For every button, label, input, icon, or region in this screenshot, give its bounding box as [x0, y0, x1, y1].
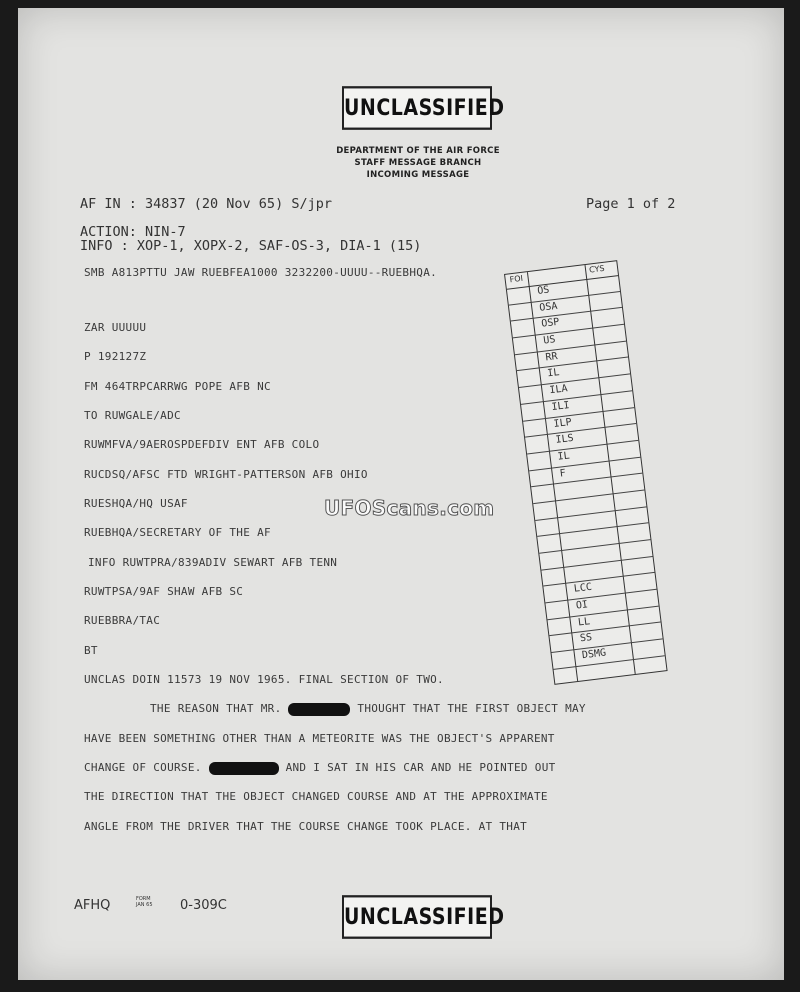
teletype-line: RUCDSQ/AFSC FTD WRIGHT-PATTERSON AFB OHIO: [84, 468, 368, 481]
routing-slip-code: DSMG: [581, 647, 607, 662]
af-in-number: AF IN : 34837 (20 Nov 65) S/jpr: [80, 196, 332, 212]
routing-id: SMB A813PTTU JAW RUEBFEA1000 3232200-UUUU--RUEBHQA.: [84, 266, 438, 279]
teletype-line: INFO RUWTPRA/839ADIV SEWART AFB TENN: [88, 556, 338, 569]
routing-slip-code: ILA: [548, 383, 569, 397]
routing-slip-code: US: [542, 334, 557, 347]
redaction-mark: [209, 762, 279, 775]
routing-slip-code: IL: [557, 450, 571, 463]
body-line: ANGLE FROM THE DRIVER THAT THE COURSE CHANGE TOOK PLACE. AT THAT: [84, 820, 528, 833]
routing-slip-code: RR: [544, 350, 559, 364]
body-line: THE REASON THAT MR. THOUGHT THAT THE FIRST OBJECT MAY: [150, 702, 586, 715]
teletype-line: RUWTPSA/9AF SHAW AFB SC: [84, 585, 244, 598]
teletype-line: RUESHQA/HQ USAF: [84, 497, 188, 510]
teletype-line: RUEBBRA/TAC: [84, 614, 161, 627]
teletype-line: FM 464TRPCARRWG POPE AFB NC: [84, 380, 271, 393]
header-incoming: INCOMING MESSAGE: [366, 170, 470, 180]
footer-form-number: 0-309C: [180, 898, 227, 913]
routing-slip-code: ILS: [555, 432, 575, 447]
routing-slip-code: ILP: [552, 416, 573, 430]
routing-slip-rows: [507, 275, 665, 670]
routing-slip-code: LCC: [573, 582, 593, 596]
routing-slip-code: ILI: [550, 399, 571, 413]
document-page: [18, 8, 784, 980]
routing-slip-code: IL: [546, 367, 561, 380]
routing-slip-code: OS: [536, 284, 551, 298]
routing-slip-header: FOI CYS: [505, 261, 618, 290]
redaction-mark: [288, 703, 350, 716]
routing-slip-code: OSA: [538, 300, 559, 314]
teletype-line: RUEBHQA/SECRETARY OF THE AF: [84, 526, 271, 539]
watermark: UFOScans.com: [324, 496, 495, 520]
teletype-line: BT: [84, 644, 98, 657]
routing-slip-code: OI: [575, 599, 589, 612]
teletype-line: TO RUWGALE/ADC: [84, 409, 181, 422]
routing-slip-code: SS: [579, 632, 593, 645]
footer-form-label: FORM JAN 65: [136, 896, 153, 908]
body-line: UNCLAS DOIN 11573 19 NOV 1965. FINAL SECTION OF TWO.: [84, 673, 444, 686]
teletype-line: RUWMFVA/9AEROSPDEFDIV ENT AFB COLO: [84, 438, 320, 451]
page-indicator: Page 1 of 2: [586, 196, 676, 212]
classification-stamp-bottom: UNCLASSIFIED: [342, 895, 492, 939]
body-line: CHANGE OF COURSE. AND I SAT IN HIS CAR AND HE POINTED OUT: [84, 761, 556, 774]
teletype-line: ZAR UUUUU: [84, 321, 147, 334]
teletype-line: P 192127Z: [84, 350, 147, 363]
routing-slip-code: F: [559, 467, 567, 480]
routing-slip: [504, 260, 668, 685]
info-line: INFO : XOP-1, XOPX-2, SAF-OS-3, DIA-1 (15): [80, 238, 422, 254]
classification-stamp-top: UNCLASSIFIED: [342, 86, 492, 130]
footer-org: AFHQ: [74, 898, 111, 913]
body-line: THE DIRECTION THAT THE OBJECT CHANGED COURSE AND AT THE APPROXIMATE: [84, 790, 548, 803]
action-line: ACTION: NIN-7: [80, 224, 186, 240]
body-line: HAVE BEEN SOMETHING OTHER THAN A METEORITE WAS THE OBJECT'S APPARENT: [84, 732, 555, 745]
routing-slip-code: OSP: [540, 317, 561, 331]
header-department: DEPARTMENT OF THE AIR FORCE: [336, 146, 500, 156]
routing-slip-code: LL: [577, 615, 591, 629]
header-branch: STAFF MESSAGE BRANCH: [354, 158, 482, 168]
